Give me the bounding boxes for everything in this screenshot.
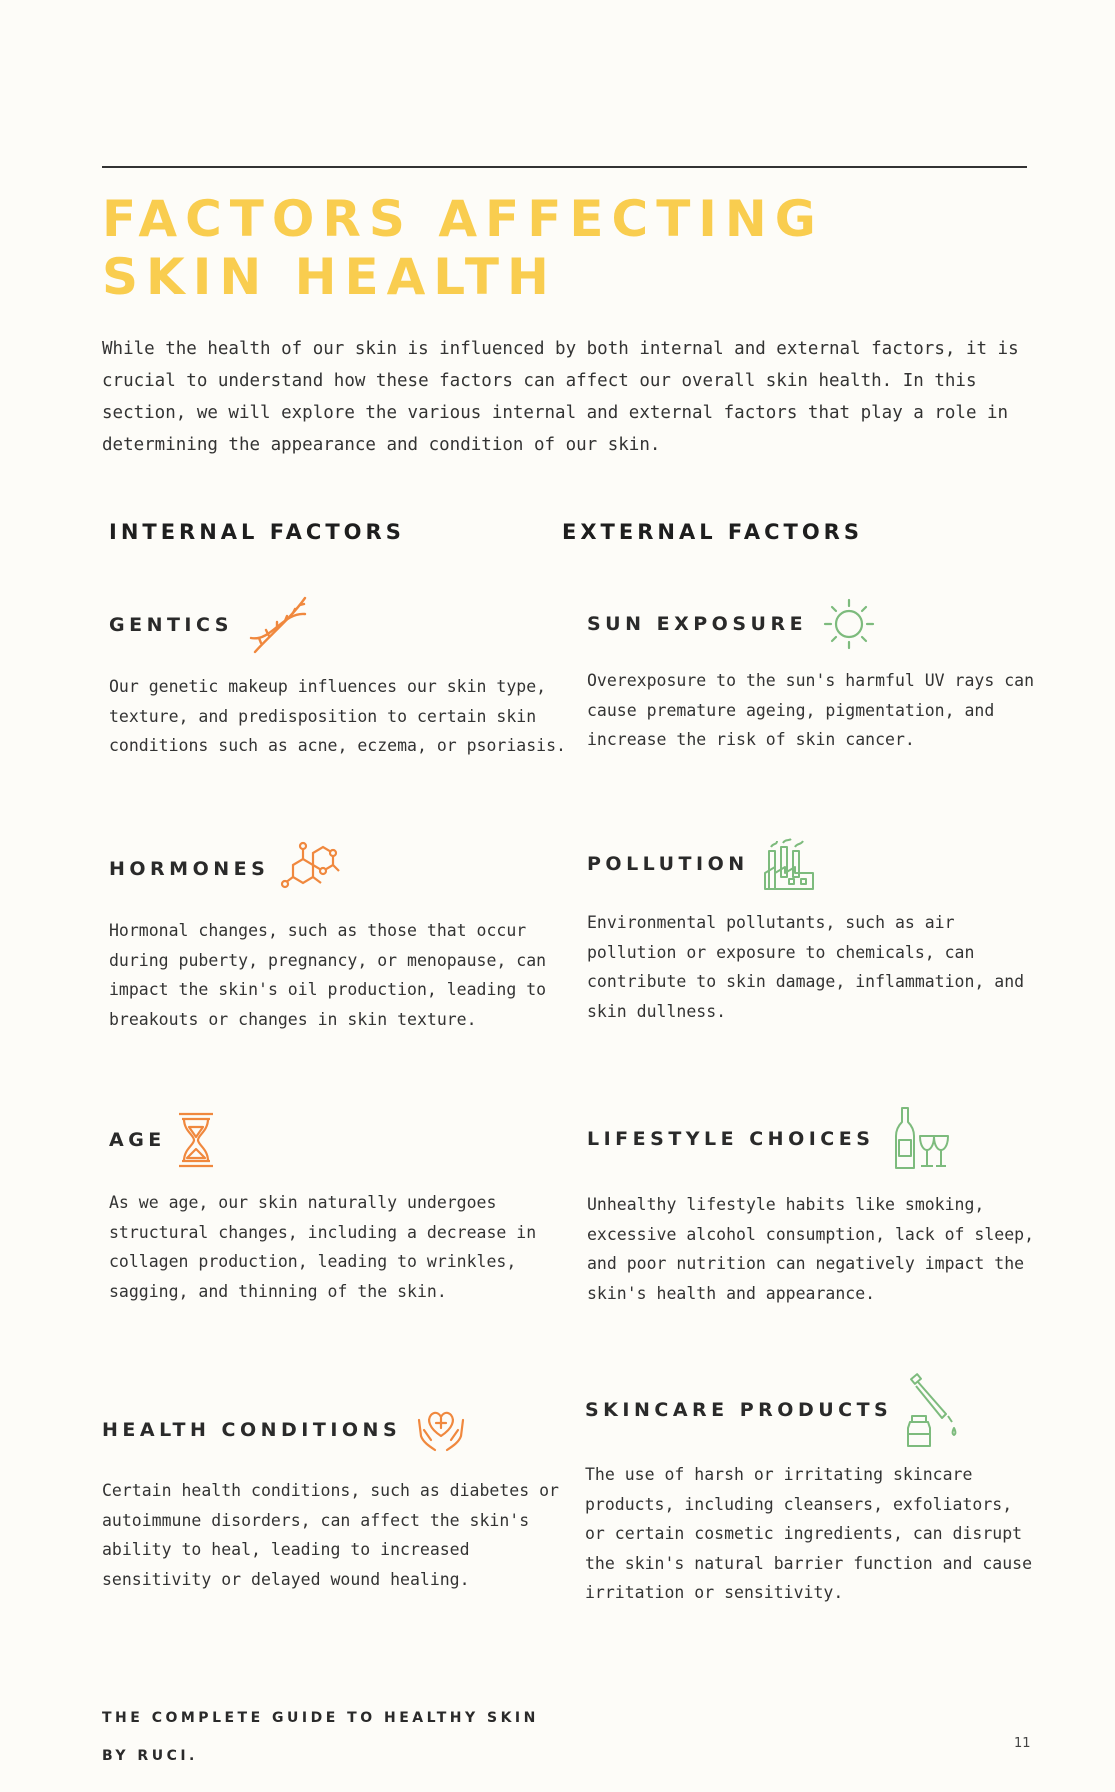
factor-sun-exposure-title: SUN EXPOSURE <box>587 613 808 635</box>
factor-age <box>109 1110 569 1306</box>
factor-health-conditions-body: Certain health conditions, such as diabetes or autoimmune disorders, can affect the skin's ability to heal, leading to increased sensitivity or delayed wound healing. <box>102 1481 559 1589</box>
dropper-bottle-icon <box>906 1372 962 1448</box>
factor-lifestyle-choices-body: Unhealthy lifestyle habits like smoking, excessive alcohol consumption, lack of sleep, and poor nutrition can negatively impact the skin's health and appearance. <box>587 1195 1035 1303</box>
factor-lifestyle-choices <box>587 1106 1037 1308</box>
dna-icon <box>247 592 311 658</box>
factor-lifestyle-choices-title: LIFESTYLE CHOICES <box>587 1128 875 1150</box>
factor-hormones-title: HORMONES <box>109 858 270 880</box>
factor-health-conditions-title: HEALTH CONDITIONS <box>102 1419 402 1441</box>
factor-genetics <box>109 590 569 761</box>
internal-factors-heading: INTERNAL FACTORS <box>109 520 405 544</box>
factor-age-title: AGE <box>109 1129 166 1151</box>
hourglass-icon <box>176 1111 216 1169</box>
factor-genetics-title: GENTICS <box>109 614 233 636</box>
factor-sun-exposure-body: Overexposure to the sun's harmful UV rays can cause premature ageing, pigmentation, and increase the risk of skin cancer. <box>587 671 1035 749</box>
page-title-line-1: FACTORS AFFECTING <box>102 190 824 248</box>
factor-skincare-products <box>585 1372 1037 1608</box>
factor-age-body: As we age, our skin naturally undergoes structural changes, including a decrease in collagen production, leading to wrinkles, sagging, and thinning of the skin. <box>109 1193 537 1301</box>
factor-sun-exposure <box>587 598 1037 755</box>
page-title-line-2: SKIN HEALTH <box>102 248 557 306</box>
factor-health-conditions <box>102 1400 572 1594</box>
factor-pollution-title: POLLUTION <box>587 853 749 875</box>
footer-guide-title: THE COMPLETE GUIDE TO HEALTHY SKIN <box>102 1710 539 1726</box>
factor-skincare-products-body: The use of harsh or irritating skincare products, including cleansers, exfoliators, or certain cosmetic ingredients, can disrupt the skin's natural barrier function and cause irritation or sensitivity. <box>585 1465 1033 1602</box>
heart-hands-icon <box>415 1406 467 1454</box>
factor-pollution-body: Environmental pollutants, such as air pollution or exposure to chemicals, can contribute to skin damage, inflammation, and skin dullness. <box>587 913 1025 1021</box>
page-title <box>102 190 824 306</box>
external-factors-heading: EXTERNAL FACTORS <box>562 520 863 544</box>
factor-skincare-products-title: SKINCARE PRODUCTS <box>585 1399 893 1421</box>
footer-author: BY RUCI. <box>102 1748 198 1764</box>
molecule-icon <box>279 841 341 897</box>
sun-icon <box>823 598 875 650</box>
factor-icon <box>763 837 815 891</box>
bottle-wine-icon <box>894 1106 950 1172</box>
factor-hormones-body: Hormonal changes, such as those that occur during puberty, pregnancy, or menopause, can impact the skin's oil production, leading to breakouts or changes in skin texture. <box>109 921 547 1029</box>
top-rule <box>102 166 1027 168</box>
factor-pollution <box>587 838 1037 1026</box>
factor-genetics-body: Our genetic makeup influences our skin type, texture, and predisposition to certain skin conditions such as acne, eczema, or psoriasis. <box>109 677 566 755</box>
page-number: 11 <box>1014 1736 1031 1751</box>
intro-paragraph: While the health of our skin is influenced by both internal and external factors, it is crucial to understand how these factors can affect our overall skin health. In this section, we will explore the various internal and external factors that play a role in determining the appearance and condition of our skin. <box>102 339 1019 455</box>
factor-hormones <box>109 834 569 1034</box>
